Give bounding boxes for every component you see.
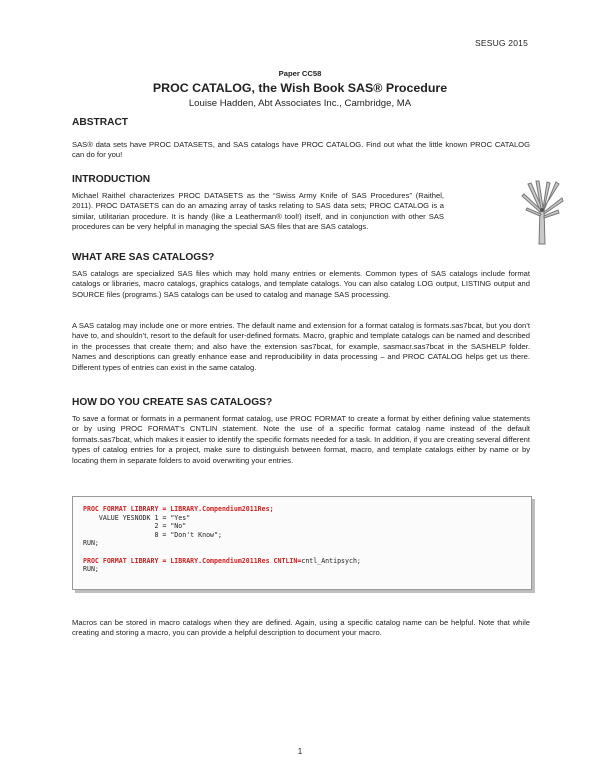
what-heading: WHAT ARE SAS CATALOGS? bbox=[72, 252, 215, 263]
abstract-text: SAS® data sets have PROC DATASETS, and SAS catalogs have PROC CATALOG. Find out what the little known PROC CATALOG can do for you! bbox=[72, 140, 530, 160]
code-line-1: PROC FORMAT LIBRARY = LIBRARY.Compendium2011Res; bbox=[83, 505, 274, 513]
what-text-2: A SAS catalog may include one or more entries. The default name and extension for a format catalog is formats.sas7bcat, but you don’t have to, and shouldn’t, resort to the default for user-defined formats. Macro, graphic and template catalogs can be named and described in the processes that create them; and also have the extension sas7bcat, for example, sasmacr.sas7bcat in the SASHELP folder. Names and descriptions can greatly enhance ease and reproducibility in data processing – and PROC CATALOG helps get us there. Different types of entries can exist in the same catalog. bbox=[72, 321, 530, 372]
closing-text: Macros can be stored in macro catalogs when they are defined. Again, using a specific catalog name can be helpful. Note that while creating and storing a macro, you can provide a helpful description to document your macro. bbox=[72, 618, 530, 638]
code-line-6-rest: cntl_Antipsych; bbox=[301, 556, 361, 565]
paper-author: Louise Hadden, Abt Associates Inc., Cambridge, MA bbox=[188, 98, 412, 109]
how-text: To save a format or formats in a permanent format catalog, use PROC FORMAT to create a format by either defining value statements or by using PROC FORMAT’s CNTLIN statement. Note the use of a specific format catalog name instead of the default formats.sas7bcat, which makes it easier to identify the specific formats needed for a task. In addition, if you are creating several different types of catalog entries for a project, make sure to distinguish between format, macro, and template catalogs either by name or by locating them in separate folders to avoid overwriting your entries. bbox=[72, 414, 530, 465]
paper-title: PROC CATALOG, the Wish Book SAS® Procedure bbox=[152, 81, 448, 95]
code-block bbox=[72, 496, 532, 590]
multitool-icon bbox=[520, 180, 564, 246]
code-line-4: 8 = "Don't Know"; bbox=[83, 530, 222, 539]
paper-number: Paper CC58 bbox=[278, 69, 322, 78]
introduction-text: Michael Raithel characterizes PROC DATASETS as the “Swiss Army Knife of SAS Procedures” (Raithel, 2011). PROC DATASETS can do an amazing array of tasks relating to SAS data sets; PROC CATALOG is a similar, utilitarian procedure. It is handy (like a Leatherman® tool!) itself, and in conjunction with other SAS procedures can be very helpful in managing the special SAS files that are SAS catalogs. bbox=[72, 191, 444, 232]
code-line-7: RUN; bbox=[83, 565, 99, 574]
code-line-3: 2 = "No" bbox=[83, 522, 187, 531]
code-line-2: VALUE YESNODK 1 = "Yes" bbox=[83, 513, 191, 522]
code-line-5: RUN; bbox=[83, 539, 99, 548]
page-number: 1 bbox=[297, 747, 303, 756]
how-heading: HOW DO YOU CREATE SAS CATALOGS? bbox=[72, 397, 273, 408]
conference-header: SESUG 2015 bbox=[474, 38, 528, 48]
what-text-1: SAS catalogs are specialized SAS files which may hold many entries or elements. Common types of SAS catalogs include format catalogs or libraries, macro catalogs, graphics catalogs, and template catalogs. You can also catalog LOG output, LISTING output and SOURCE files (programs.) SAS catalogs can be used to catalog and manage SAS processing. bbox=[72, 269, 530, 299]
abstract-heading: ABSTRACT bbox=[72, 117, 129, 128]
code-line-6-keyword: PROC FORMAT LIBRARY = LIBRARY.Compendium2011Res CNTLIN= bbox=[83, 556, 302, 565]
introduction-heading: INTRODUCTION bbox=[72, 174, 151, 185]
